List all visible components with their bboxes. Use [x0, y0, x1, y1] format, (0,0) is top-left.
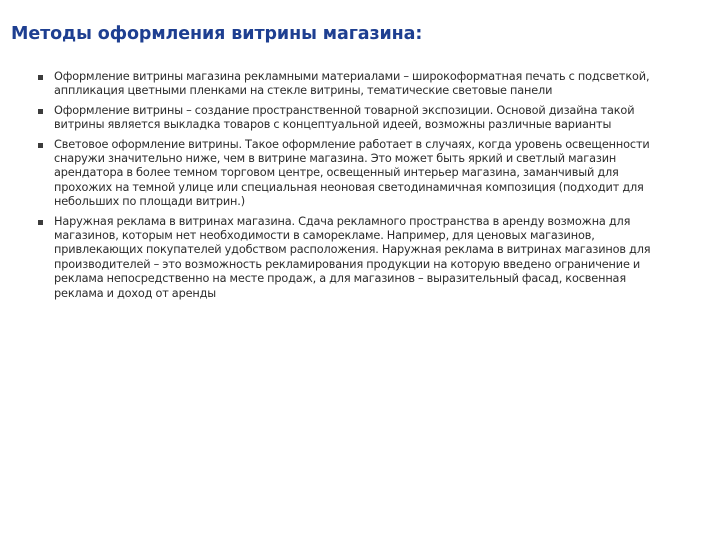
bullet-item: [38, 215, 678, 301]
slide-title: Методы оформления витрины магазина:: [11, 24, 423, 44]
bullet-text: Наружная реклама в витринах магазина. Сдача рекламного пространства в аренду возможна для магазинов, которым нет необходимости в саморекламе. Например, для ценовых магазинов, привлекающих покупателей удобством расположения. Наружная реклама в витринах магазинов для производителей – это возможность рекламирования продукции на которую введено ограничение и реклама непосредственно на месте продаж, а для магазинов – выразительный фасад, косвенная реклама и доход от аренды: [54, 214, 651, 300]
square-bullet-icon: [38, 109, 43, 114]
bullet-list: [38, 70, 678, 306]
bullet-item: [38, 70, 678, 99]
bullet-text: Световое оформление витрины. Такое оформление работает в случаях, когда уровень освещенности снаружи значительно ниже, чем в витрине магазина. Это может быть яркий и светлый магазин арендатора в более темном торговом центре, освещенный интерьер магазина, заманчивый для прохожих на темной улице или специальная неоновая светодинамичная композиция (подходит для небольших по площади витрин.): [54, 137, 650, 209]
square-bullet-icon: [38, 220, 43, 225]
bullet-text: Оформление витрины магазина рекламными материалами – широкоформатная печать с подсветкой, аппликация цветными пленками на стекле витрины, тематические световые панели: [54, 70, 650, 98]
square-bullet-icon: [38, 143, 43, 148]
square-bullet-icon: [38, 75, 43, 80]
bullet-text: Оформление витрины – создание пространственной товарной экспозиции. Основой дизайна такой витрины является выкладка товаров с концептуальной идеей, возможны различные варианты: [54, 103, 635, 132]
bullet-item: [38, 138, 678, 210]
bullet-item: [38, 104, 678, 133]
